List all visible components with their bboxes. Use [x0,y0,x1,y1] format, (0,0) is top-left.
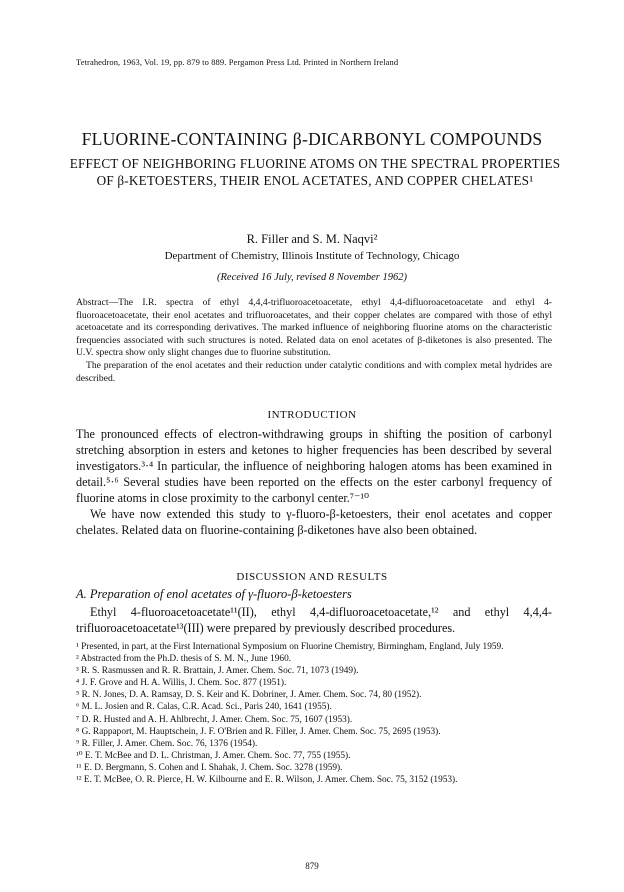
footnote: ¹ Presented, in part, at the First International Symposium on Fluorine Chemistry, Birmingham, England, July 1959. [76,642,504,652]
footnote: ¹⁰ E. T. McBee and D. L. Christman, J. Amer. Chem. Soc. 77, 755 (1955). [76,750,351,761]
abstract-paragraph-1: Abstract—The I.R. spectra of ethyl 4,4,4-trifluoroacetoacetate, ethyl 4,4-difluoroacetoacetate and ethyl 4-fluoroacetoacetate, their enol acetates and trifluoroacetates, and their copper chelates are compared with those of ethyl acetoacetate and its corresponding derivatives. The marked influence of neighboring fluorine atoms on the characteristic frequencies associated with such structures is noted. Related data on enol acetates of β-diketones is also presented. The U.V. spectra show only slight changes due to fluorine substitution. [76,297,552,359]
subsection-heading-a-text: A. Preparation of enol acetates of γ-fluoro-β-ketoesters [76,587,352,601]
paper-title: FLUORINE-CONTAINING β-DICARBONYL COMPOUNDS [81,129,543,149]
received-date: (Received 16 July, revised 8 November 1962) [217,272,407,283]
footnote: ⁴ J. F. Grove and H. A. Willis, J. Chem. Soc. 877 (1951). [76,678,287,689]
abstract [76,297,552,385]
footnote: ⁵ R. N. Jones, D. A. Ramsay, D. S. Keir and K. Dobriner, J. Amer. Chem. Soc. 74, 80 (1952). [76,690,422,701]
journal-citation-header: Tetrahedron, 1963, Vol. 19, pp. 879 to 889. Pergamon Press Ltd. Printed in Northern Ireland [76,57,399,67]
section-heading-discussion: DISCUSSION AND RESULTS [236,571,388,583]
introduction-paragraph-2: We have now extended this study to γ-fluoro-β-ketoesters, their enol acetates and copper chelates. Related data on fluorine-containing β-diketones have also been obtained. [76,507,552,537]
footnote: ⁸ G. Rappaport, M. Hauptschein, J. F. O'Brien and R. Filler, J. Amer. Chem. Soc. 75, 2695 (1953). [76,726,441,737]
section-heading-introduction: INTRODUCTION [267,409,357,421]
introduction-paragraph-1: The pronounced effects of electron-withdrawing groups in shifting the position of carbonyl stretching absorption in esters and ketones to higher frequencies has been described by several investigators.³·⁴ In particular, the influence of neighboring halogen atoms has been examined in detail.⁵·⁶ Several studies have been reported on the effects on the ester carbonyl frequency of fluorine atoms in close proximity to the carbonyl center.⁷⁻¹⁰ [76,427,552,505]
discussion-body [76,604,552,636]
abstract-paragraph-2: The preparation of the enol acetates and their reduction under catalytic conditions and with complex metal hydrides are described. [76,359,552,384]
paper-subtitle: EFFECT OF NEIGHBORING FLUORINE ATOMS ON THE SPECTRAL PROPERTIES OF β-KETOESTERS, THEIR ENOL ACETATES, AND COPPER CHELATES¹ [69,156,561,188]
affiliation: Department of Chemistry, Illinois Institute of Technology, Chicago [164,250,460,262]
footnote: ¹¹ E. D. Bergmann, S. Cohen and I. Shahak, J. Chem. Soc. 3278 (1959). [76,762,343,773]
footnote: ¹² E. T. McBee, O. R. Pierce, H. W. Kilbourne and E. R. Wilson, J. Amer. Chem. Soc. 75, 3152 (1953). [76,775,458,786]
footnote: ⁷ D. R. Husted and A. H. Ahlbrecht, J. Amer. Chem. Soc. 75, 1607 (1953). [76,714,353,725]
introduction-body [76,426,552,538]
footnote: ³ R. S. Rasmussen and R. R. Brattain, J. Amer. Chem. Soc. 71, 1073 (1949). [76,666,359,677]
subsection-heading-a [76,587,352,602]
authors: R. Filler and S. M. Naqvi² [246,232,378,246]
page-number: 879 [305,861,319,871]
footnote: ⁹ R. Filler, J. Amer. Chem. Soc. 76, 1376 (1954). [76,738,258,749]
discussion-paragraph-1: Ethyl 4-fluoroacetoacetate¹¹(II), ethyl 4,4-difluoroacetoacetate,¹² and ethyl 4,4,4-trifluoroacetoacetate¹³(III) were prepared by previously described procedures. [76,605,552,635]
footnote: ⁶ M. L. Josien and R. Calas, C.R. Acad. Sci., Paris 240, 1641 (1955). [76,702,332,713]
footnotes [76,641,552,786]
footnote: ² Abstracted from the Ph.D. thesis of S. M. N., June 1960. [76,654,292,665]
